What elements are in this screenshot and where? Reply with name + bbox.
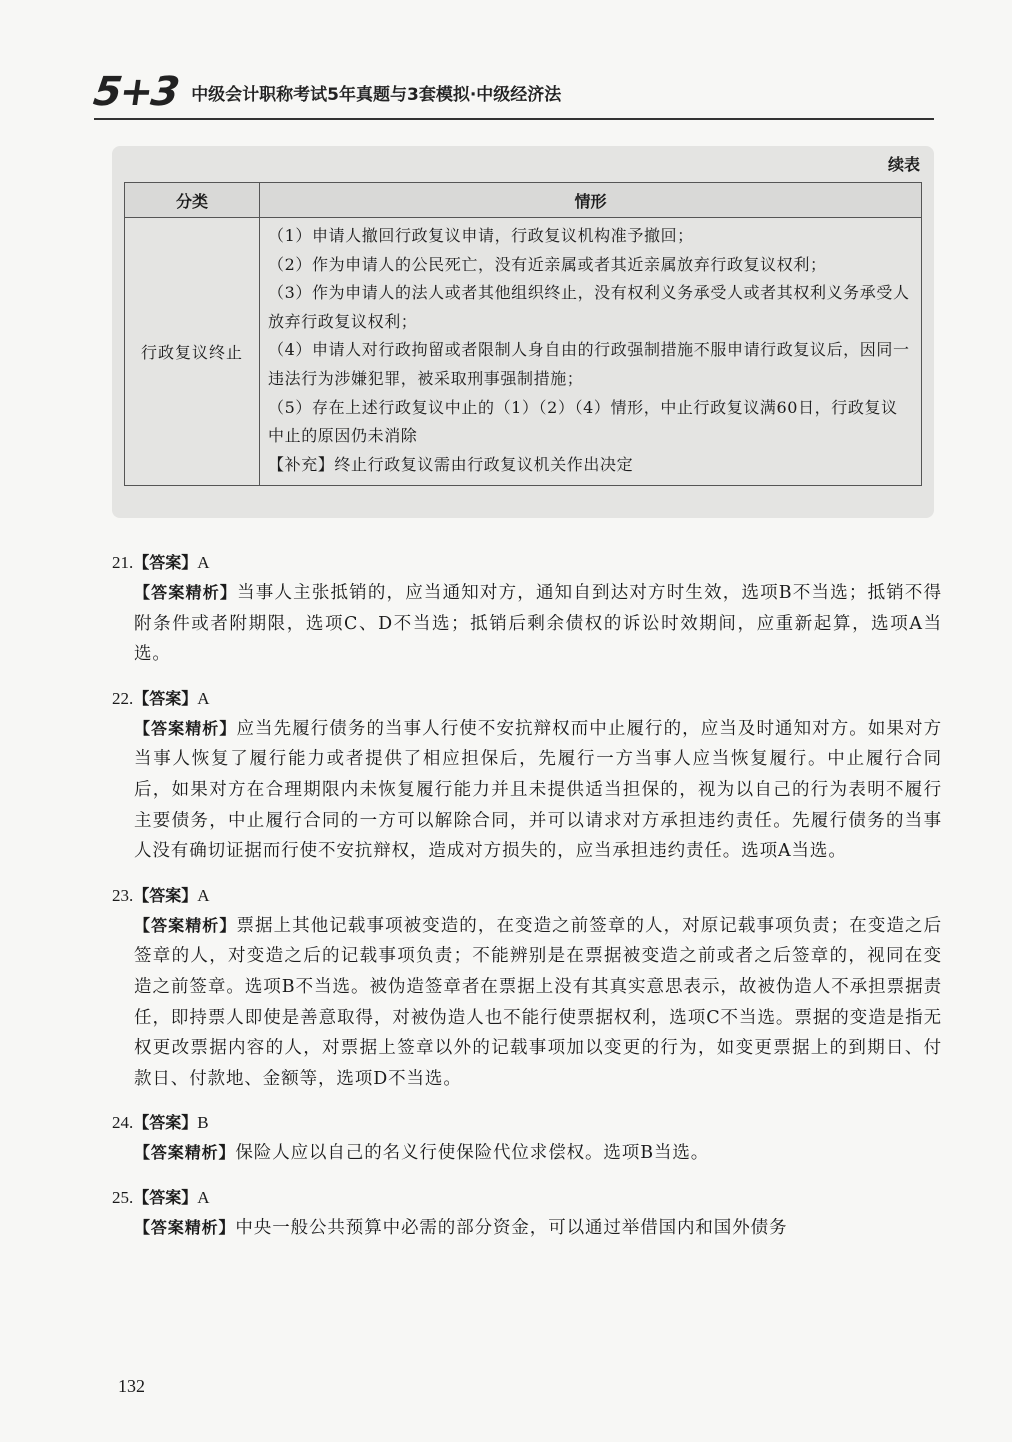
table-row bbox=[125, 218, 922, 486]
series-logo: 5+3 bbox=[90, 69, 181, 115]
analysis-paragraph bbox=[134, 578, 942, 670]
situation-table bbox=[124, 182, 922, 486]
answer-value: B bbox=[197, 1113, 209, 1133]
answer-label: 【答案】 bbox=[133, 688, 198, 708]
answer-line bbox=[112, 684, 942, 714]
question-number: 22. bbox=[112, 688, 134, 708]
page-header bbox=[90, 69, 562, 115]
analysis-label: 【答案精析】 bbox=[134, 718, 237, 738]
situation-cell bbox=[260, 218, 922, 486]
answer-value: A bbox=[197, 1187, 210, 1207]
answer-item bbox=[112, 881, 942, 1095]
analysis-label: 【答案精析】 bbox=[134, 583, 238, 602]
analysis-label: 【答案精析】 bbox=[134, 915, 237, 935]
analysis-text: 应当先履行债务的当事人行使不安抗辩权而中止履行的，应当及时通知对方。如果对方当事人恢复了履行能力或者提供了相应担保后，先履行一方当事人应当恢复履行。中止履行合同后，如果对方在合理期限内未恢复履行能力并且未提供适当担保的，视为以自己的行为表明不履行主要债务，中止履行合同的一方可以解除合同，并可以请求对方承担违约责任。先履行债务的当事人没有确切证据而行使不安抗辩权，造成对方损失的，应当承担违约责任。选项A当选。 bbox=[134, 718, 942, 862]
situation-line: （4）申请人对行政拘留或者限制人身自由的行政强制措施不服申请行政复议后，因同一违法行为涉嫌犯罪，被采取刑事强制措施； bbox=[268, 340, 910, 388]
analysis-label: 【答案精析】 bbox=[134, 1217, 236, 1237]
answer-label: 【答案】 bbox=[133, 553, 198, 572]
category-cell: 行政复议终止 bbox=[125, 218, 260, 486]
analysis-text: 当事人主张抵销的，应当通知对方，通知自到达对方时生效，选项B不当选；抵销不得附条件或者附期限，选项C、D不当选；抵销后剩余债权的诉讼时效期间，应重新起算，选项A当选。 bbox=[134, 583, 943, 665]
page-number: 132 bbox=[118, 1376, 145, 1396]
analysis-paragraph bbox=[134, 714, 942, 867]
analysis-text: 票据上其他记载事项被变造的，在变造之前签章的人，对原记载事项负责；在变造之后签章的人，对变造之后的记载事项负责；不能辨别是在票据被变造之前或者之后签章的，视同在变造之前签章。选项B不当选。被伪造签章者在票据上没有其真实意思表示，故被伪造人不承担票据责任，即持票人即使是善意取得，对被伪造人也不能行使票据权利，选项C不当选。票据的变造是指无权更改票据内容的人，对票据上签章以外的记载事项加以变更的行为，如变更票据上的到期日、付款日、付款地、金额等，选项D不当选。 bbox=[134, 915, 942, 1089]
analysis-paragraph bbox=[134, 1138, 942, 1169]
situation-line: （2）作为申请人的公民死亡，没有近亲属或者其近亲属放弃行政复议权利； bbox=[268, 254, 827, 274]
question-number: 21. bbox=[112, 553, 134, 572]
analysis-paragraph bbox=[134, 1213, 942, 1244]
situation-line: （5）存在上述行政复议中止的（1）（2）（4）情形，中止行政复议满60日，行政复议中止的原因仍未消除 bbox=[268, 397, 898, 446]
answer-item bbox=[112, 1108, 942, 1169]
table-caption: 续表 bbox=[887, 155, 920, 174]
analysis-label: 【答案精析】 bbox=[134, 1143, 236, 1163]
table-header-row bbox=[125, 183, 922, 218]
answer-value: A bbox=[197, 688, 210, 708]
answer-value: A bbox=[197, 553, 210, 572]
book-title: 中级会计职称考试5年真题与3套模拟·中级经济法 bbox=[191, 84, 562, 105]
answer-item bbox=[112, 548, 942, 670]
answer-label: 【答案】 bbox=[133, 1113, 198, 1133]
question-number: 25. bbox=[112, 1187, 134, 1207]
answer-line bbox=[112, 881, 942, 911]
analysis-text: 中央一般公共预算中必需的部分资金，可以通过举借国内和国外债务 bbox=[235, 1217, 788, 1238]
answer-list bbox=[112, 548, 942, 1258]
header-category: 分类 bbox=[125, 183, 260, 218]
continued-table-box bbox=[112, 146, 934, 518]
answer-line bbox=[112, 548, 942, 578]
situation-line: （3）作为申请人的法人或者其他组织终止，没有权利义务承受人或者其权利义务承受人放弃行政复议权利； bbox=[268, 283, 910, 331]
answer-line bbox=[112, 1183, 942, 1213]
answer-item bbox=[112, 1183, 942, 1244]
analysis-text: 保险人应以自己的名义行使保险代位求偿权。选项B当选。 bbox=[235, 1143, 710, 1164]
analysis-paragraph bbox=[134, 911, 942, 1095]
answer-label: 【答案】 bbox=[133, 1187, 198, 1207]
situation-line: （1）申请人撤回行政复议申请，行政复议机构准予撤回； bbox=[268, 226, 694, 245]
answer-label: 【答案】 bbox=[133, 885, 198, 905]
header-divider bbox=[94, 118, 934, 120]
supplement-line: 【补充】终止行政复议需由行政复议机关作出决定 bbox=[268, 454, 634, 474]
answer-item bbox=[112, 684, 942, 867]
answer-line bbox=[112, 1108, 942, 1138]
question-number: 23. bbox=[112, 885, 134, 905]
answer-value: A bbox=[197, 885, 210, 905]
header-situation: 情形 bbox=[260, 183, 922, 218]
question-number: 24. bbox=[112, 1113, 134, 1133]
